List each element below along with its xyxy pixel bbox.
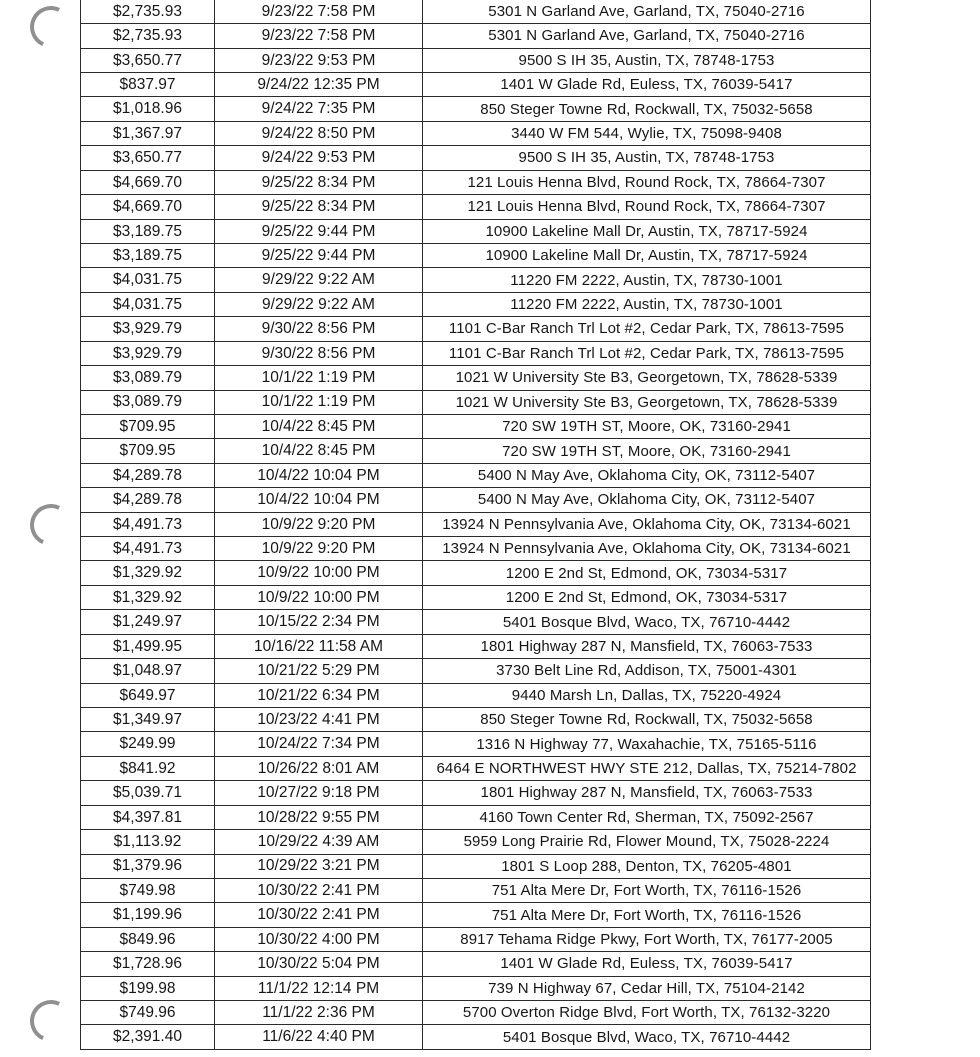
address-cell: 11220 FM 2222, Austin, TX, 78730-1001 [423,268,871,292]
amount-cell: $1,329.92 [81,561,215,585]
punch-hole-middle [24,498,78,552]
amount-cell: $4,669.70 [81,170,215,194]
address-cell: 10900 Lakeline Mall Dr, Austin, TX, 78717-5924 [423,243,871,267]
address-cell: 739 N Highway 67, Cedar Hill, TX, 75104-2142 [423,976,871,1000]
datetime-cell: 9/30/22 8:56 PM [215,341,423,365]
table-row [81,756,871,780]
table-row [81,707,871,731]
table-row [81,439,871,463]
amount-cell: $3,650.77 [81,48,215,72]
address-cell: 5400 N May Ave, Oklahoma City, OK, 73112-5407 [423,488,871,512]
amount-cell: $1,249.97 [81,610,215,634]
address-cell: 720 SW 19TH ST, Moore, OK, 73160-2941 [423,439,871,463]
address-cell: 121 Louis Henna Blvd, Round Rock, TX, 78664-7307 [423,170,871,194]
table-row [81,878,871,902]
datetime-cell: 10/9/22 10:00 PM [215,561,423,585]
datetime-cell: 9/25/22 9:44 PM [215,243,423,267]
address-cell: 4160 Town Center Rd, Sherman, TX, 75092-2567 [423,805,871,829]
amount-cell: $709.95 [81,414,215,438]
address-cell: 751 Alta Mere Dr, Fort Worth, TX, 76116-1526 [423,878,871,902]
datetime-cell: 9/25/22 8:34 PM [215,170,423,194]
address-cell: 1801 S Loop 288, Denton, TX, 76205-4801 [423,854,871,878]
amount-cell: $4,397.81 [81,805,215,829]
address-cell: 121 Louis Henna Blvd, Round Rock, TX, 78664-7307 [423,195,871,219]
address-cell: 1021 W University Ste B3, Georgetown, TX, 78628-5339 [423,390,871,414]
table-row [81,390,871,414]
amount-cell: $4,491.73 [81,537,215,561]
amount-cell: $1,379.96 [81,854,215,878]
amount-cell: $1,048.97 [81,659,215,683]
amount-cell: $4,289.78 [81,463,215,487]
amount-cell: $1,728.96 [81,952,215,976]
datetime-cell: 10/21/22 6:34 PM [215,683,423,707]
datetime-cell: 11/1/22 12:14 PM [215,976,423,1000]
address-cell: 5700 Overton Ridge Blvd, Fort Worth, TX, 76132-3220 [423,1001,871,1025]
address-cell: 11220 FM 2222, Austin, TX, 78730-1001 [423,292,871,316]
amount-cell: $3,089.79 [81,390,215,414]
address-cell: 1200 E 2nd St, Edmond, OK, 73034-5317 [423,561,871,585]
amount-cell: $849.96 [81,927,215,951]
address-cell: 751 Alta Mere Dr, Fort Worth, TX, 76116-1526 [423,903,871,927]
address-cell: 1021 W University Ste B3, Georgetown, TX, 78628-5339 [423,366,871,390]
address-cell: 5401 Bosque Blvd, Waco, TX, 76710-4442 [423,610,871,634]
table-row [81,366,871,390]
amount-cell: $4,491.73 [81,512,215,536]
datetime-cell: 10/30/22 2:41 PM [215,903,423,927]
transaction-table [80,0,871,1050]
amount-cell: $837.97 [81,73,215,97]
amount-cell: $749.98 [81,878,215,902]
amount-cell: $2,735.93 [81,24,215,48]
table-row [81,830,871,854]
address-cell: 9500 S IH 35, Austin, TX, 78748-1753 [423,146,871,170]
amount-cell: $1,349.97 [81,707,215,731]
punch-hole-bottom [24,994,78,1048]
datetime-cell: 9/24/22 9:53 PM [215,146,423,170]
datetime-cell: 9/24/22 7:35 PM [215,97,423,121]
address-cell: 1200 E 2nd St, Edmond, OK, 73034-5317 [423,585,871,609]
datetime-cell: 10/9/22 10:00 PM [215,585,423,609]
address-cell: 5401 Bosque Blvd, Waco, TX, 76710-4442 [423,1025,871,1050]
address-cell: 1801 Highway 287 N, Mansfield, TX, 76063-7533 [423,781,871,805]
table-row [81,805,871,829]
datetime-cell: 10/1/22 1:19 PM [215,390,423,414]
address-cell: 3440 W FM 544, Wylie, TX, 75098-9408 [423,121,871,145]
table-row [81,854,871,878]
amount-cell: $4,669.70 [81,195,215,219]
datetime-cell: 9/29/22 9:22 AM [215,292,423,316]
amount-cell: $3,189.75 [81,243,215,267]
amount-cell: $2,735.93 [81,0,215,24]
amount-cell: $1,199.96 [81,903,215,927]
datetime-cell: 9/29/22 9:22 AM [215,268,423,292]
amount-cell: $649.97 [81,683,215,707]
datetime-cell: 10/30/22 4:00 PM [215,927,423,951]
address-cell: 1801 Highway 287 N, Mansfield, TX, 76063-7533 [423,634,871,658]
datetime-cell: 10/24/22 7:34 PM [215,732,423,756]
table-row [81,317,871,341]
table-row [81,0,871,24]
table-row [81,488,871,512]
table-row [81,292,871,316]
datetime-cell: 9/25/22 8:34 PM [215,195,423,219]
datetime-cell: 10/30/22 2:41 PM [215,878,423,902]
transaction-table-sheet [80,0,870,1050]
amount-cell: $1,499.95 [81,634,215,658]
amount-cell: $4,289.78 [81,488,215,512]
table-row [81,170,871,194]
table-row [81,1025,871,1050]
table-row [81,73,871,97]
address-cell: 1101 C-Bar Ranch Trl Lot #2, Cedar Park, TX, 78613-7595 [423,341,871,365]
datetime-cell: 9/24/22 8:50 PM [215,121,423,145]
datetime-cell: 10/27/22 9:18 PM [215,781,423,805]
address-cell: 1316 N Highway 77, Waxahachie, TX, 75165-5116 [423,732,871,756]
address-cell: 13924 N Pennsylvania Ave, Oklahoma City, OK, 73134-6021 [423,512,871,536]
amount-cell: $1,018.96 [81,97,215,121]
table-row [81,634,871,658]
amount-cell: $3,929.79 [81,341,215,365]
amount-cell: $5,039.71 [81,781,215,805]
table-row [81,585,871,609]
table-row [81,610,871,634]
amount-cell: $1,367.97 [81,121,215,145]
address-cell: 1401 W Glade Rd, Euless, TX, 76039-5417 [423,952,871,976]
datetime-cell: 9/30/22 8:56 PM [215,317,423,341]
table-row [81,512,871,536]
table-row [81,683,871,707]
datetime-cell: 10/9/22 9:20 PM [215,512,423,536]
amount-cell: $709.95 [81,439,215,463]
address-cell: 5301 N Garland Ave, Garland, TX, 75040-2716 [423,24,871,48]
table-row [81,561,871,585]
table-row [81,48,871,72]
datetime-cell: 10/9/22 9:20 PM [215,537,423,561]
address-cell: 850 Steger Towne Rd, Rockwall, TX, 75032-5658 [423,707,871,731]
table-row [81,1001,871,1025]
address-cell: 10900 Lakeline Mall Dr, Austin, TX, 78717-5924 [423,219,871,243]
address-cell: 13924 N Pennsylvania Ave, Oklahoma City, OK, 73134-6021 [423,537,871,561]
address-cell: 5301 N Garland Ave, Garland, TX, 75040-2716 [423,0,871,24]
address-cell: 3730 Belt Line Rd, Addison, TX, 75001-4301 [423,659,871,683]
datetime-cell: 10/30/22 5:04 PM [215,952,423,976]
datetime-cell: 11/1/22 2:36 PM [215,1001,423,1025]
amount-cell: $199.98 [81,976,215,1000]
datetime-cell: 10/23/22 4:41 PM [215,707,423,731]
address-cell: 6464 E NORTHWEST HWY STE 212, Dallas, TX, 75214-7802 [423,756,871,780]
amount-cell: $1,113.92 [81,830,215,854]
address-cell: 9440 Marsh Ln, Dallas, TX, 75220-4924 [423,683,871,707]
datetime-cell: 10/15/22 2:34 PM [215,610,423,634]
datetime-cell: 9/23/22 9:53 PM [215,48,423,72]
table-row [81,732,871,756]
table-row [81,341,871,365]
datetime-cell: 10/28/22 9:55 PM [215,805,423,829]
address-cell: 9500 S IH 35, Austin, TX, 78748-1753 [423,48,871,72]
table-row [81,781,871,805]
table-row [81,146,871,170]
table-row [81,243,871,267]
amount-cell: $841.92 [81,756,215,780]
datetime-cell: 10/1/22 1:19 PM [215,366,423,390]
table-row [81,121,871,145]
table-row [81,268,871,292]
address-cell: 5400 N May Ave, Oklahoma City, OK, 73112-5407 [423,463,871,487]
amount-cell: $3,650.77 [81,146,215,170]
datetime-cell: 9/24/22 12:35 PM [215,73,423,97]
amount-cell: $3,189.75 [81,219,215,243]
datetime-cell: 10/4/22 10:04 PM [215,488,423,512]
table-row [81,414,871,438]
amount-cell: $4,031.75 [81,292,215,316]
amount-cell: $1,329.92 [81,585,215,609]
datetime-cell: 10/29/22 4:39 AM [215,830,423,854]
amount-cell: $3,929.79 [81,317,215,341]
address-cell: 1101 C-Bar Ranch Trl Lot #2, Cedar Park, TX, 78613-7595 [423,317,871,341]
table-row [81,952,871,976]
address-cell: 8917 Tehama Ridge Pkwy, Fort Worth, TX, 76177-2005 [423,927,871,951]
amount-cell: $3,089.79 [81,366,215,390]
table-row [81,463,871,487]
amount-cell: $2,391.40 [81,1025,215,1050]
table-row [81,659,871,683]
datetime-cell: 10/29/22 3:21 PM [215,854,423,878]
address-cell: 720 SW 19TH ST, Moore, OK, 73160-2941 [423,414,871,438]
address-cell: 5959 Long Prairie Rd, Flower Mound, TX, 75028-2224 [423,830,871,854]
table-row [81,976,871,1000]
table-row [81,903,871,927]
transaction-rows [81,0,871,1050]
table-row [81,195,871,219]
datetime-cell: 10/16/22 11:58 AM [215,634,423,658]
punch-hole-top [24,0,78,54]
address-cell: 1401 W Glade Rd, Euless, TX, 76039-5417 [423,73,871,97]
table-row [81,537,871,561]
table-row [81,97,871,121]
datetime-cell: 10/4/22 8:45 PM [215,414,423,438]
datetime-cell: 10/4/22 10:04 PM [215,463,423,487]
datetime-cell: 9/25/22 9:44 PM [215,219,423,243]
amount-cell: $4,031.75 [81,268,215,292]
datetime-cell: 10/4/22 8:45 PM [215,439,423,463]
table-row [81,219,871,243]
datetime-cell: 10/21/22 5:29 PM [215,659,423,683]
table-row [81,24,871,48]
datetime-cell: 9/23/22 7:58 PM [215,0,423,24]
amount-cell: $249.99 [81,732,215,756]
table-row [81,927,871,951]
amount-cell: $749.96 [81,1001,215,1025]
address-cell: 850 Steger Towne Rd, Rockwall, TX, 75032-5658 [423,97,871,121]
datetime-cell: 9/23/22 7:58 PM [215,24,423,48]
datetime-cell: 10/26/22 8:01 AM [215,756,423,780]
datetime-cell: 11/6/22 4:40 PM [215,1025,423,1050]
